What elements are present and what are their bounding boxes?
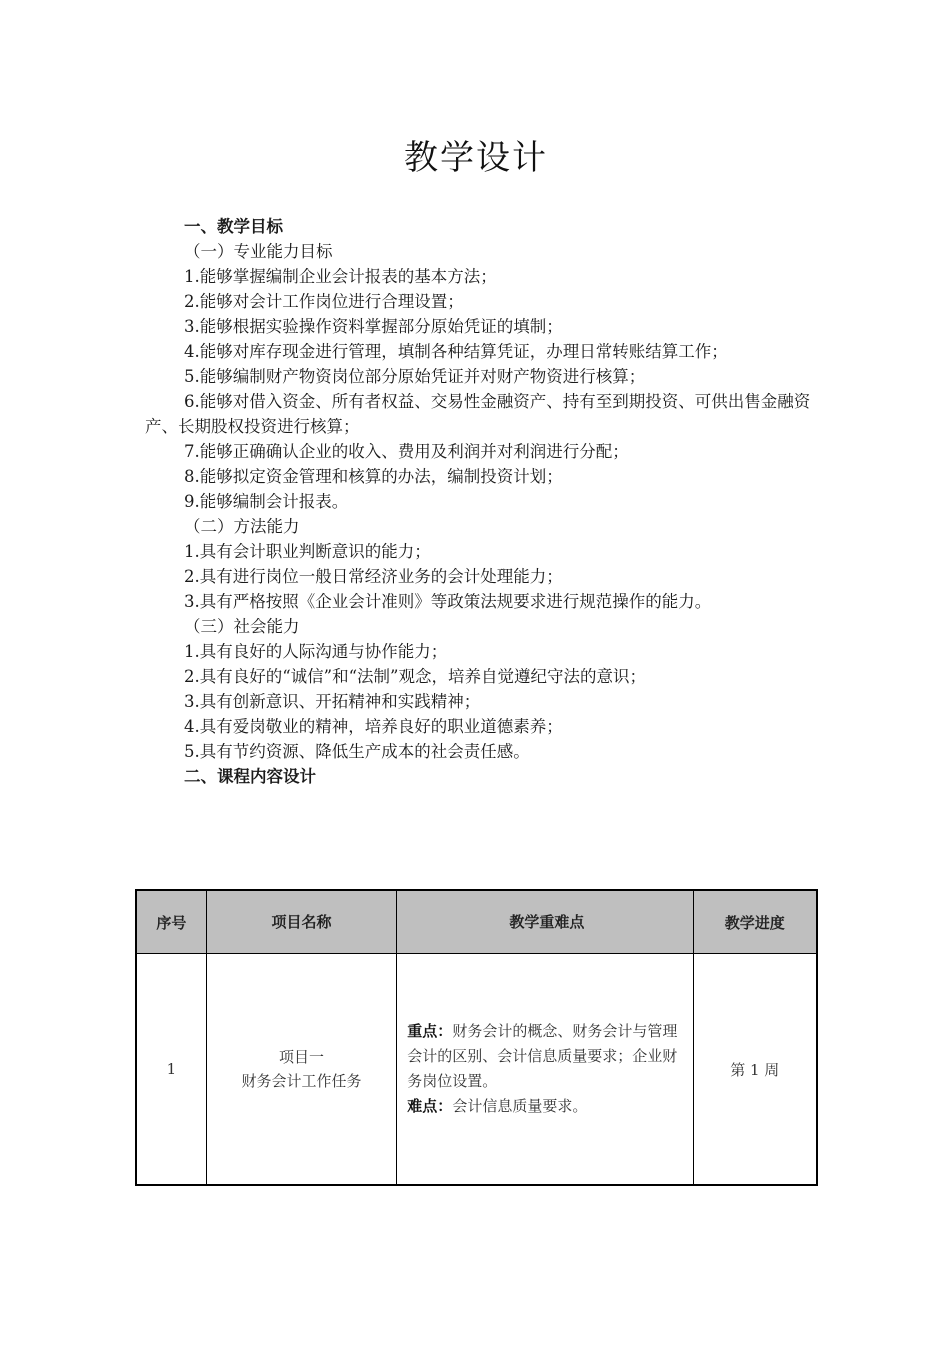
row-project-name [206,954,397,1186]
project-title: 财务会计工作任务 [241,1072,362,1090]
professional-item-7: 7.能够正确确认企业的收入、费用及利润并对利润进行分配； [184,442,629,461]
header-index: 序号 [136,890,206,954]
section1-heading: 一、教学目标 [184,217,283,236]
row-index: 1 [136,954,206,1186]
professional-item-2: 2.能够对会计工作岗位进行合理设置； [184,292,464,311]
social-item-3: 3.具有创新意识、开拓精神和实践精神； [184,692,481,711]
document-title: 教学设计 [404,138,548,178]
social-item-5: 5.具有节约资源、降低生产成本的社会责任感。 [184,742,530,761]
professional-item-5: 5.能够编制财产物资岗位部分原始凭证并对财产物资进行核算； [184,367,646,386]
course-content-table [135,889,818,1186]
header-key-points: 教学重难点 [397,890,693,954]
social-item-4: 4.具有爱岗敬业的精神，培养良好的职业道德素养； [184,717,563,736]
professional-item-8: 8.能够拟定资金管理和核算的办法，编制投资计划； [184,467,563,486]
method-item-2: 2.具有进行岗位一般日常经济业务的会计处理能力； [184,567,563,586]
method-heading: （二）方法能力 [184,517,300,536]
professional-heading: （一）专业能力目标 [184,242,333,261]
professional-item-3: 3.能够根据实验操作资料掌握部分原始凭证的填制； [184,317,563,336]
difficult-point-label: 难点： [407,1097,453,1115]
social-item-1: 1.具有良好的人际沟通与协作能力； [184,642,448,661]
professional-item-1: 1.能够掌握编制企业会计报表的基本方法； [184,267,497,286]
header-project-name: 项目名称 [206,890,397,954]
table-header-row [136,890,817,954]
method-item-1: 1.具有会计职业判断意识的能力； [184,542,431,561]
social-item-2: 2.具有良好的“诚信”和“法制”观念，培养自觉遵纪守法的意识； [184,667,646,686]
difficult-point-text: 会计信息质量要求。 [452,1097,588,1115]
row-key-points [397,954,693,1186]
method-item-3: 3.具有严格按照《企业会计准则》等政策法规要求进行规范操作的能力。 [184,592,712,611]
header-schedule: 教学进度 [693,890,817,954]
key-point-text: 财务会计的概念、财务会计与管理会计的区别、会计信息质量要求；企业财务岗位设置。 [407,1022,678,1090]
professional-item-9: 9.能够编制会计报表。 [184,492,349,511]
professional-item-6: 6.能够对借入资金、所有者权益、交易性金融资产、持有至到期投资、可供出售金融资产、长期股权投资进行核算； [145,392,811,436]
section2-heading: 二、课程内容设计 [184,767,316,786]
document-body [145,214,825,789]
key-point-label: 重点： [407,1022,453,1040]
difficult-point [407,1094,686,1119]
project-number: 项目一 [279,1048,325,1066]
row-schedule: 第 1 周 [693,954,817,1186]
table-row [136,954,817,1186]
professional-item-4: 4.能够对库存现金进行管理，填制各种结算凭证，办理日常转账结算工作； [184,342,728,361]
social-heading: （三）社会能力 [184,617,300,636]
key-point [407,1019,686,1094]
